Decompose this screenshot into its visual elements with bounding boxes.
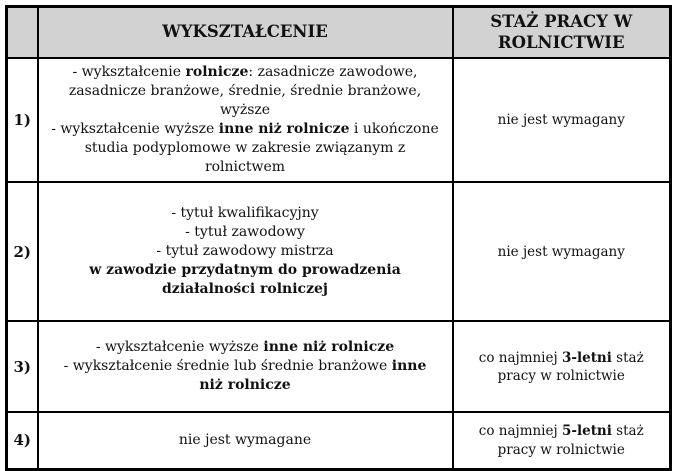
row-number-cell: 1) xyxy=(7,58,38,182)
header-cell-experience: STAŻ PRACY W ROLNICTWIE xyxy=(453,7,671,59)
header-cell-education: WYKSZTAŁCENIE xyxy=(38,7,453,59)
row-number-cell: 4) xyxy=(7,412,38,469)
row-number-cell: 3) xyxy=(7,321,38,412)
experience-cell: nie jest wymagany xyxy=(453,58,671,182)
table-row xyxy=(7,321,671,412)
header-row xyxy=(7,7,671,59)
row-number-cell: 2) xyxy=(7,182,38,321)
table-row xyxy=(7,58,671,182)
table-row xyxy=(7,182,671,321)
education-cell: - wykształcenie wyższe inne niż rolnicze - wykształcenie średnie lub średnie branżowe inne niż rolnicze xyxy=(38,321,453,412)
experience-cell: nie jest wymagany xyxy=(453,182,671,321)
experience-cell: co najmniej 5-letni staż pracy w rolnictwie xyxy=(453,412,671,469)
education-cell: - tytuł kwalifikacyjny - tytuł zawodowy - tytuł zawodowy mistrza w zawodzie przydatnym do prowadzenia działalności rolniczej xyxy=(38,182,453,321)
education-cell: nie jest wymagane xyxy=(38,412,453,469)
table-row xyxy=(7,412,671,469)
experience-cell: co najmniej 3-letni staż pracy w rolnictwie xyxy=(453,321,671,412)
header-cell-corner xyxy=(7,7,38,59)
education-cell: - wykształcenie rolnicze: zasadnicze zawodowe, zasadnicze branżowe, średnie, średnie branżowe, wyższe - wykształcenie wyższe inne niż rolnicze i ukończone studia podyplomowe w zakresie związanym z rolnictwem xyxy=(38,58,453,182)
requirements-table xyxy=(5,5,672,471)
